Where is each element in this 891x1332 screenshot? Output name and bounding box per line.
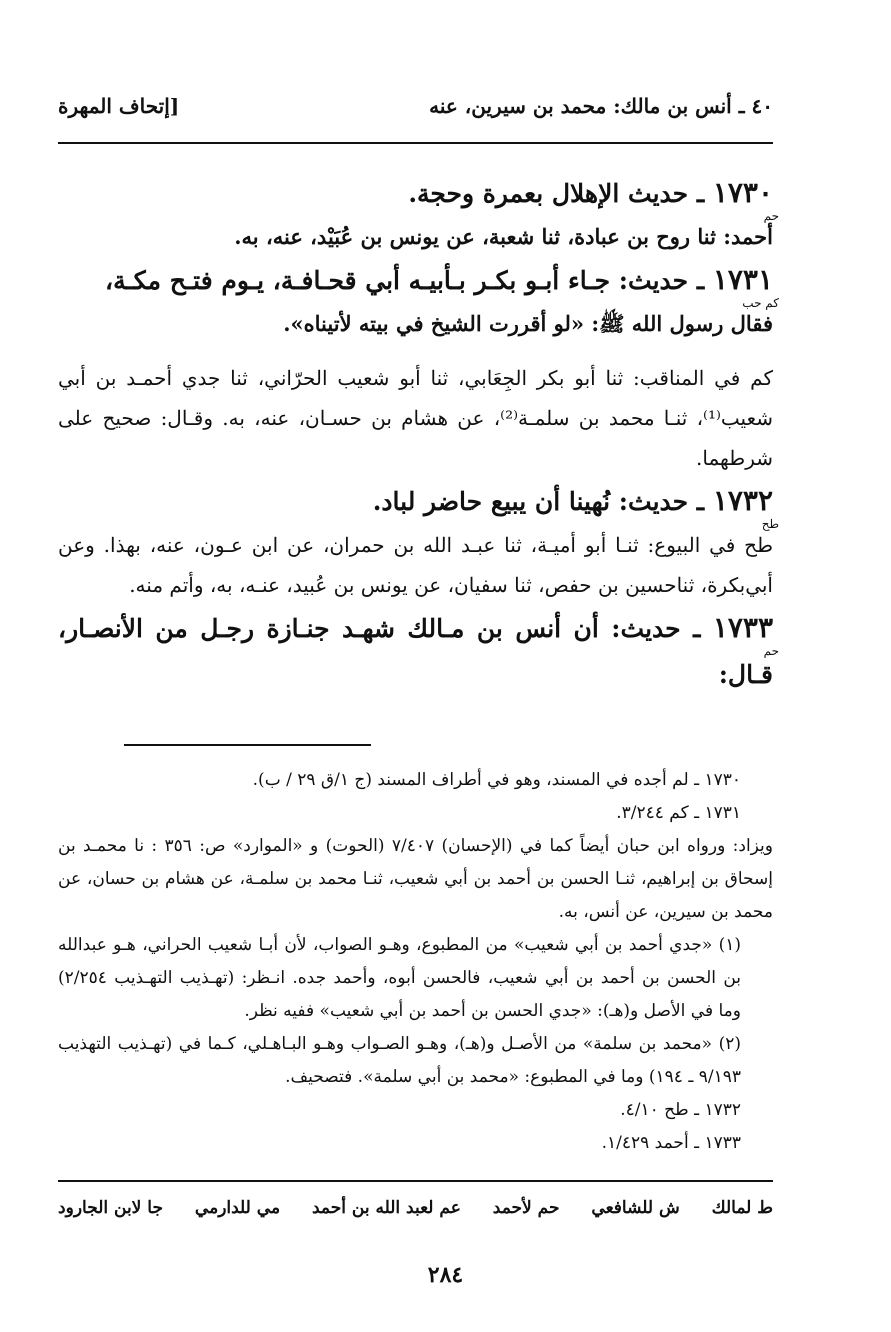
legend-item: عم لعبد الله بن أحمد [311, 1198, 461, 1218]
hadith-number: ١٧٣١ [712, 263, 773, 296]
abbreviation-legend [58, 1198, 773, 1218]
footnote-separator [124, 744, 371, 746]
footnote: ويزاد: ورواه ابن حبان أيضاً كما في (الإحسان) ٧/٤٠٧ (الحوت) و «الموارد» ص: ٣٥٦ : نا محمـد بن إسحاق بن إبراهيم، ثنـا الحسن بن أحمد بن أبي شعيب، ثنـا محمد بن سلمـة، عن هشام بن حسان، عن محمد بن سيرين، عن أنس، به. [58, 836, 773, 922]
book-title: [إتحاف المهرة [58, 94, 180, 118]
source-sigla: كم حب [742, 296, 779, 310]
hadith-title: ـ حديث: جـاء أبـو بكـر بـأبيـه أبي قحـافـة، يـوم فتـح مكـة، [105, 266, 713, 295]
hadith-number: ١٧٣٢ [712, 484, 773, 517]
footnote: ١٧٣٠ ـ لم أجده في المسند، وهو في أطراف المسند (ج ١/ق ٢٩ / ب). [252, 770, 741, 790]
hadith-number: ١٧٣٣ [712, 611, 773, 644]
hadith-isnad: كم في المناقب: ثنا أبو بكر الجِعَابي، ثنا أبو شعيب الحرّاني، ثنا جدي أحمـد بن أبي شعيب⁽¹⁾، ثنـا محمد بن سلمـة⁽²⁾، عن هشام بن حسـان، عنه، به. وقـال: صحيح على شرطهما. [58, 366, 773, 470]
hadith-entry [58, 478, 779, 605]
source-sigla: حم [763, 644, 779, 658]
hadith-title: ـ حديث: أن أنس بن مـالك شهـد جنـازة رجـل من الأنصـار، قـال: [58, 614, 773, 689]
footnote: (١) «جدي أحمد بن أبي شعيب» من المطبوع، وهـو الصواب، لأن أبـا شعيب الحراني، هـو عبدالله بن الحسن بن أحمد بن أبي شعيب، فالحسن أبوه، وأحمد جده. انـظر: (تهـذيب التهـذيب ٢/٢٥٤) وما في الأصل و(هـ): «جدي الحسن بن أحمد بن أبي شعيب» ففيه نظر. [58, 935, 741, 1021]
legend-item: ش للشافعي [591, 1198, 680, 1218]
hadith-entry [58, 170, 779, 257]
hadith-isnad: طح في البيوع: ثنـا أبو أميـة، ثنا عبـد الله بن حمران، عن ابن عـون، عنه، بهذا. وعن أبي‌بكرة، ثناحسين بن حفص، ثنا سفيان، عن يونس بن عُبيد، عنـه، به، وأتم منه. [58, 533, 773, 597]
hadith-heading [58, 478, 779, 531]
legend-item: حم لأحمد [492, 1198, 560, 1218]
page-number: ٢٨٤ [427, 1262, 464, 1288]
legend-rule [58, 1180, 773, 1182]
hadith-number: ١٧٣٠ [712, 176, 773, 209]
source-sigla: طح [761, 517, 779, 531]
legend-item: جا لابن الجارود [58, 1198, 163, 1218]
header-rule [58, 142, 773, 144]
hadith-heading [58, 257, 779, 310]
running-header [58, 94, 773, 118]
hadith-heading [58, 170, 779, 223]
hadith-heading [58, 605, 779, 698]
hadith-title: ـ حديث الإهلال بعمرة وحجة. [408, 179, 713, 208]
footnote: ١٧٣٣ ـ أحمد ١/٤٢٩. [601, 1133, 741, 1153]
running-title: ٤٠ ـ أنس بن مالك: محمد بن سيرين، عنه [429, 94, 773, 118]
legend-item: مي للدارمي [194, 1198, 281, 1218]
footnote: ١٧٣١ ـ كم ٣/٢٤٤. [616, 803, 741, 823]
legend-item: ط لمالك [711, 1198, 773, 1218]
footnote: ١٧٣٢ ـ طح ٤/١٠. [620, 1100, 741, 1120]
hadith-text: فقال رسول الله ﷺ: «لو أقررت الشيخ في بيته لأتيناه». [283, 311, 773, 336]
footnote: (٢) «محمد بن سلمة» من الأصـل و(هـ)، وهـو الصـواب وهـو البـاهـلي، كـما في (تهـذيب التهذيب ٩/١٩٣ ـ ١٩٤) وما في المطبوع: «محمد بن أبي سلمة». فتصحيف. [58, 1034, 741, 1087]
hadith-title: ـ حديث: نُهينا أن يبيع حاضر لباد. [372, 487, 713, 516]
source-sigla: حم [763, 209, 779, 223]
hadith-isnad: أحمد: ثنا روح بن عبادة، ثنا شعبة، عن يونس بن عُبَيْد، عنه، به. [234, 224, 773, 249]
main-text [58, 170, 779, 698]
footnotes [58, 764, 773, 1160]
hadith-entry [58, 605, 779, 698]
hadith-entry [58, 257, 779, 478]
